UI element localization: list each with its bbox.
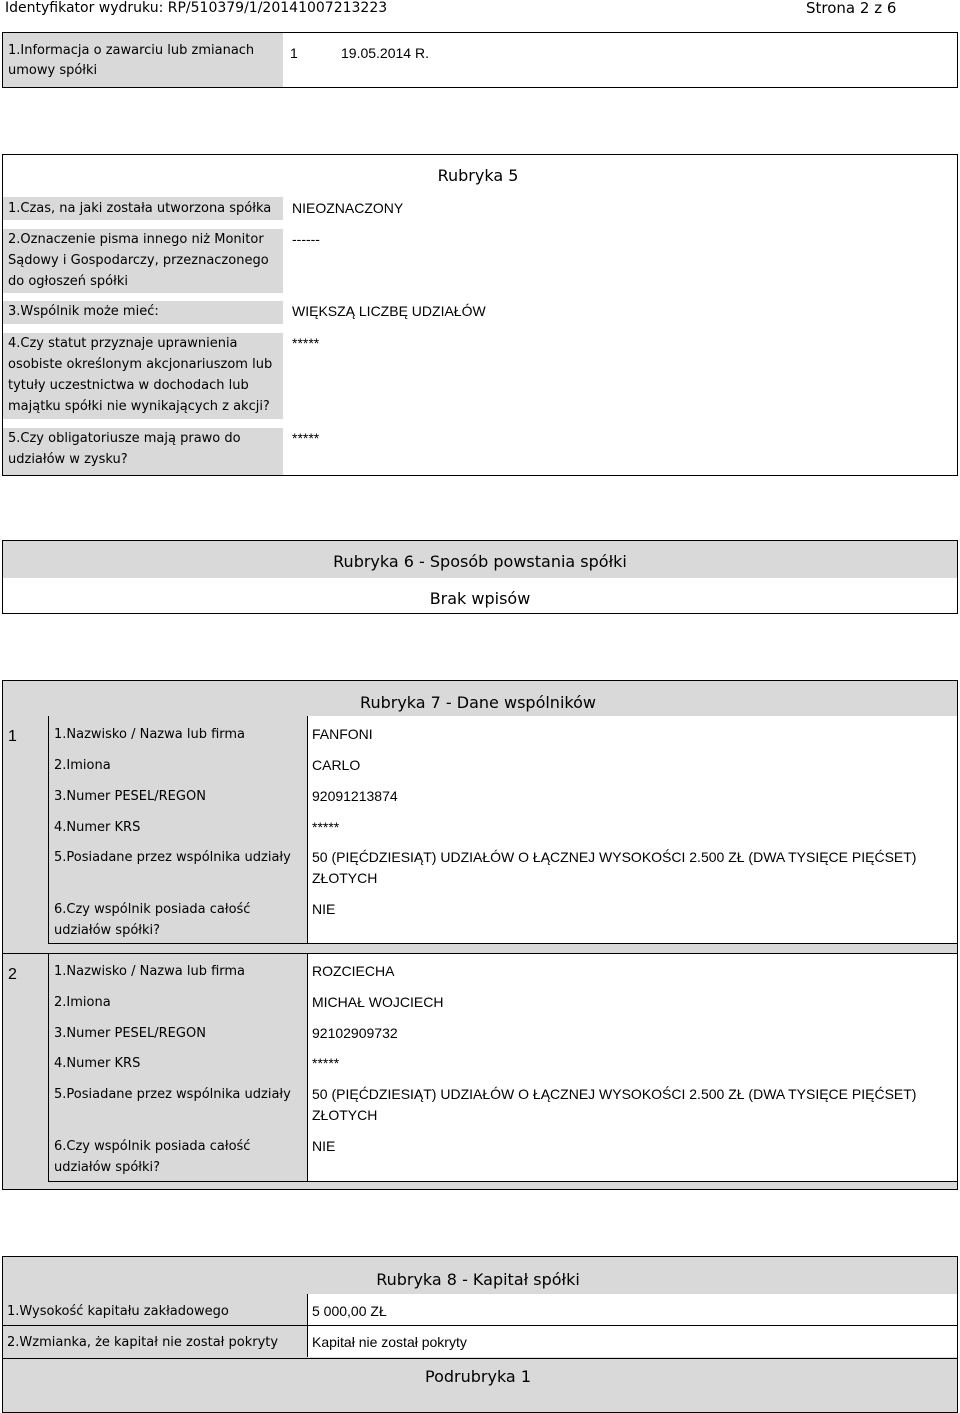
r5-label-2: 2.Oznaczenie pisma innego niż Monitor Sądowy i Gospodarczy, przeznaczonego do ogłoszeń spółki [3, 229, 283, 293]
r5-value-5: ***** [292, 430, 320, 446]
p2-label-name: 1.Nazwisko / Nazwa lub firma [54, 964, 246, 979]
rubryka-6-note: Brak wpisów [429, 589, 531, 608]
r5-value-3: WIĘKSZĄ LICZBĘ UDZIAŁÓW [292, 303, 486, 319]
p1-value-krs: ***** [312, 819, 340, 835]
podrubryka-divider [3, 1358, 957, 1359]
p2-value-name: ROZCIECHA [312, 963, 395, 979]
r5-label-4: 4.Czy statut przyznaje uprawnienia osobiste określonym akcjonariuszom lub tytuły uczestnictwa w dochodach lub majątku spółki nie wynikających z akcji? [3, 333, 283, 419]
p2-value-first-names: MICHAŁ WOJCIECH [312, 994, 444, 1010]
r8-value-capital: 5 000,00 ZŁ [312, 1303, 387, 1319]
p2-value-krs: ***** [312, 1055, 340, 1071]
r5-label-1: 1.Czas, na jaki została utworzona spółka [3, 197, 283, 220]
p1-label-shares: 5.Posiadane przez wspólnika udziały [54, 850, 291, 865]
p2-label-pesel: 3.Numer PESEL/REGON [54, 1026, 206, 1041]
p1-label-all-shares: 6.Czy wspólnik posiada całość udziałów spółki? [54, 902, 251, 938]
rubryka-7-title: Rubryka 7 - Dane wspólników [360, 693, 596, 712]
print-identifier: Identyfikator wydruku: RP/510379/1/20141007213223 [5, 0, 388, 16]
rubryka-6-title: Rubryka 6 - Sposób powstania spółki [333, 552, 627, 571]
p2-label-first-names: 2.Imiona [54, 995, 111, 1010]
r5-label-3: 3.Wspólnik może mieć: [3, 301, 283, 324]
r5-value-2: ------ [292, 231, 320, 247]
info-change-number: 1 [290, 45, 298, 61]
r5-value-4: ***** [292, 335, 320, 351]
p1-label-pesel: 3.Numer PESEL/REGON [54, 789, 206, 804]
p1-value-shares: 50 (PIĘĆDZIESIĄT) UDZIAŁÓW O ŁĄCZNEJ WYSOKOŚCI 2.500 ZŁ (DWA TYSIĘCE PIĘĆSET) ZŁOTYCH [312, 849, 917, 886]
p1-value-pesel: 92091213874 [312, 788, 398, 804]
r8-label-capital: 1.Wysokość kapitału zakładowego [7, 1304, 229, 1319]
rubryka-8-title: Rubryka 8 - Kapitał spółki [376, 1270, 580, 1289]
r5-value-1: NIEOZNACZONY [292, 200, 404, 216]
p1-label-name: 1.Nazwisko / Nazwa lub firma [54, 727, 246, 742]
p2-value-shares: 50 (PIĘĆDZIESIĄT) UDZIAŁÓW O ŁĄCZNEJ WYSOKOŚCI 2.500 ZŁ (DWA TYSIĘCE PIĘĆSET) ZŁOTYCH [312, 1086, 917, 1123]
p2-label-all-shares: 6.Czy wspólnik posiada całość udziałów spółki? [54, 1139, 251, 1175]
p2-value-all-shares: NIE [312, 1138, 336, 1154]
p1-label-first-names: 2.Imiona [54, 758, 111, 773]
p1-value-first-names: CARLO [312, 757, 361, 773]
rubryka-5-title: Rubryka 5 [437, 166, 519, 185]
podrubryka-title: Podrubryka 1 [425, 1367, 531, 1386]
partner-1-index: 1 [8, 728, 17, 745]
r8-value-unpaid: Kapitał nie został pokryty [312, 1334, 467, 1350]
p2-label-krs: 4.Numer KRS [54, 1056, 141, 1071]
p1-label-krs: 4.Numer KRS [54, 820, 141, 835]
p1-value-name: FANFONI [312, 726, 373, 742]
r8-label-unpaid: 2.Wzmianka, że kapitał nie został pokryty [7, 1335, 279, 1350]
p2-label-shares: 5.Posiadane przez wspólnika udziały [54, 1087, 291, 1102]
page-number: Strona 2 z 6 [806, 0, 897, 17]
p2-value-pesel: 92102909732 [312, 1025, 398, 1041]
rubryka-8-row-divider [3, 1325, 957, 1326]
p1-value-all-shares: NIE [312, 901, 336, 917]
info-change-label: 1.Informacja o zawarciu lub zmianach umowy spółki [3, 33, 283, 87]
partner-2-index: 2 [8, 966, 17, 983]
r5-label-5: 5.Czy obligatoriusze mają prawo do udziałów w zysku? [3, 428, 283, 475]
info-change-date: 19.05.2014 R. [341, 45, 429, 61]
